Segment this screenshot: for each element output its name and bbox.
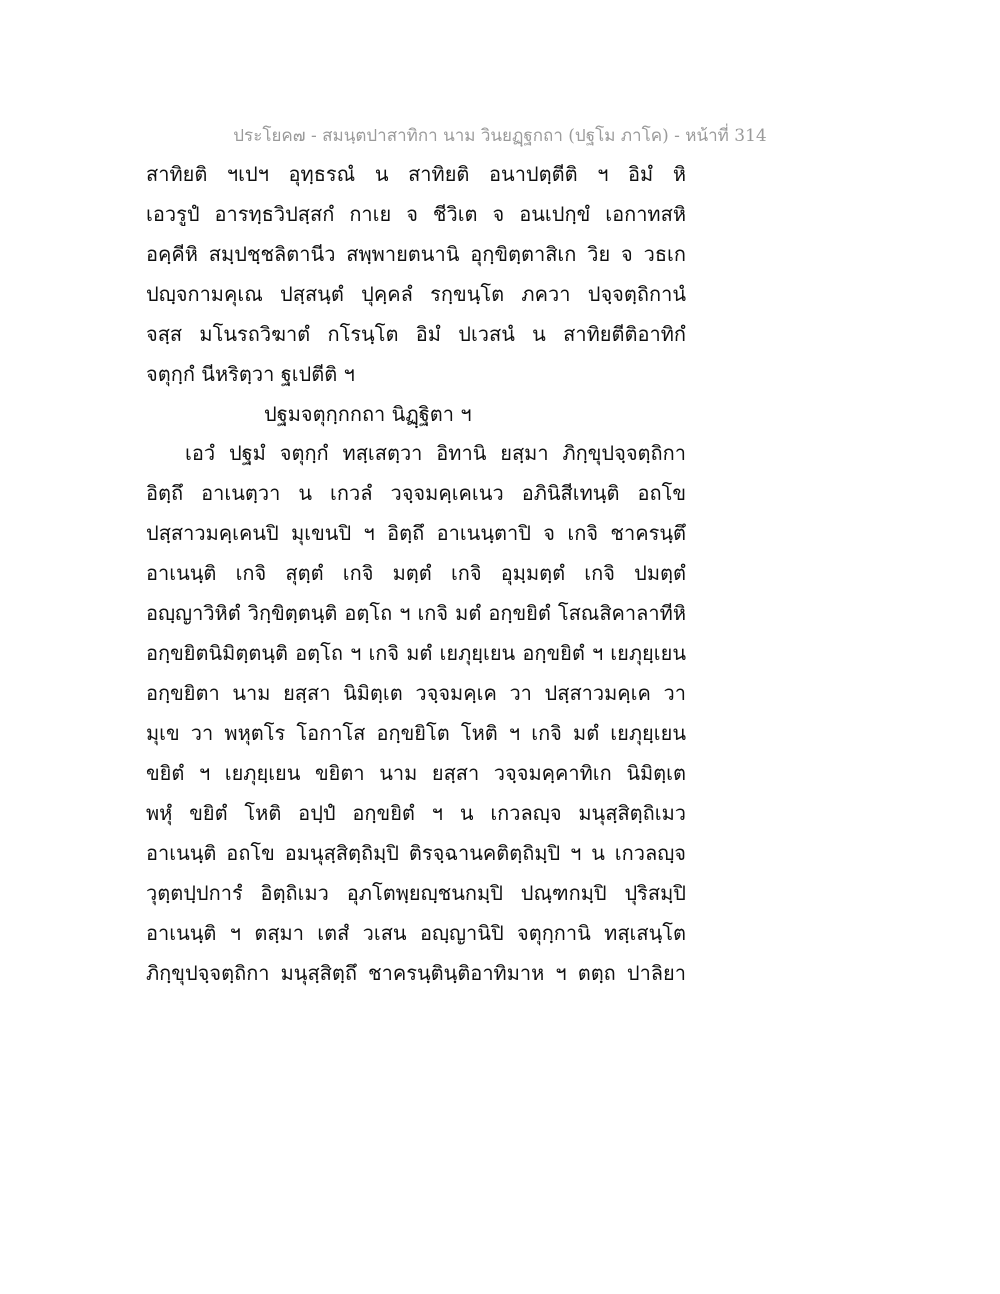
text-line-19: วุตฺตปฺปการํ อิตฺถิเมว อุภโตพฺยญฺชนกมฺปิ ปณฺฑกมฺปิ ปุริสมฺปิ	[146, 881, 686, 905]
text-line-5: จสฺส มโนรถวิฆาตํ กโรนฺโต อิมํ ปเวสนํ น สาทิยตีติอาทิกํ	[146, 322, 686, 346]
text-line-15: มุเข วา พหุตโร โอกาโส อกฺขยิโต โหติ ฯ เกจิ มตํ เยภุยฺเยน	[146, 721, 686, 745]
text-line-14: อกฺขยิตา นาม ยสฺสา นิมิตฺเต วจฺจมคฺเค วา ปสฺสาวมคฺเค วา	[146, 681, 686, 705]
text-line-9: อิตฺถึ อาเนตฺวา น เกวลํ วจฺจมคฺเคเนว อภินิสีเทนฺติ อถโข	[146, 481, 686, 505]
text-line-12: อญฺญาวิหิตํ วิกฺขิตฺตนฺติ อตฺโถ ฯ เกจิ มตํ อกฺขยิตํ โสณสิคาลาทีหิ	[146, 601, 686, 625]
section-closing-heading: ปฐมจตุกฺกกถา นิฏฺฐิตา ฯ	[264, 402, 472, 426]
text-line-17: พหุํ ขยิตํ โหติ อปฺปํ อกฺขยิตํ ฯ น เกวลญฺจ มนุสฺสิตฺถิเมว	[146, 801, 686, 825]
text-line-1: สาทิยติ ฯเปฯ อุทฺธรณํ น สาทิยติ อนาปตฺตีติ ฯ อิมํ หิ	[146, 162, 686, 186]
text-line-11: อาเนนฺติ เกจิ สุตฺตํ เกจิ มตฺตํ เกจิ อุมฺมตฺตํ เกจิ ปมตฺตํ	[146, 561, 686, 585]
text-line-16: ขยิตํ ฯ เยภุยฺเยน ขยิตา นาม ยสฺสา วจฺจมคฺคาทิเก นิมิตฺเต	[146, 761, 686, 785]
text-line-2: เอวรูปํ อารทฺธวิปสฺสกํ กาเย จ ชีวิเต จ อนเปกฺขํ เอกาทสหิ	[146, 202, 686, 226]
text-line-20: อาเนนฺติ ฯ ตสฺมา เตสํ วเสน อญฺญานิปิ จตุกฺกานิ ทสฺเสนฺโต	[146, 921, 686, 945]
text-line-3: อคฺคีหิ สมฺปชฺชลิตานีว สพฺพายตนานิ อุกฺขิตฺตาสิเก วิย จ วธเก	[146, 242, 686, 266]
running-header: ประโยค๗ - สมนฺตปาสาทิกา นาม วินยฏฺฐกถา (ปฐโม ภาโค) - หน้าที่ 314	[233, 126, 767, 146]
text-line-10: ปสฺสาวมคฺเคนปิ มุเขนปิ ฯ อิตฺถึ อาเนนฺตาปิ จ เกจิ ชาครนฺตึ	[146, 521, 686, 545]
text-line-4: ปญฺจกามคุเณ ปสฺสนฺตํ ปุคฺคลํ รกฺขนฺโต ภควา ปจฺจตฺถิกานํ	[146, 282, 686, 306]
text-line-18: อาเนนฺติ อถโข อมนุสฺสิตฺถิมฺปิ ติรจฺฉานคติตฺถิมฺปิ ฯ น เกวลญฺจ	[146, 841, 686, 865]
text-line-21: ภิกฺขุปจฺจตฺถิกา มนุสฺสิตฺถึ ชาครนฺตินฺติอาทิมาห ฯ ตตฺถ ปาลิยา	[146, 961, 686, 985]
text-line-13: อกฺขยิตนิมิตฺตนฺติ อตฺโถ ฯ เกจิ มตํ เยภุยฺเยน อกฺขยิตํ ฯ เยภุยฺเยน	[146, 641, 686, 665]
text-line-8: เอวํ ปฐมํ จตุกฺกํ ทสฺเสตฺวา อิทานิ ยสฺมา ภิกฺขุปจฺจตฺถิกา	[185, 441, 686, 465]
text-line-6: จตุกฺกํ นีหริตฺวา ฐเปตีติ ฯ	[146, 362, 355, 386]
